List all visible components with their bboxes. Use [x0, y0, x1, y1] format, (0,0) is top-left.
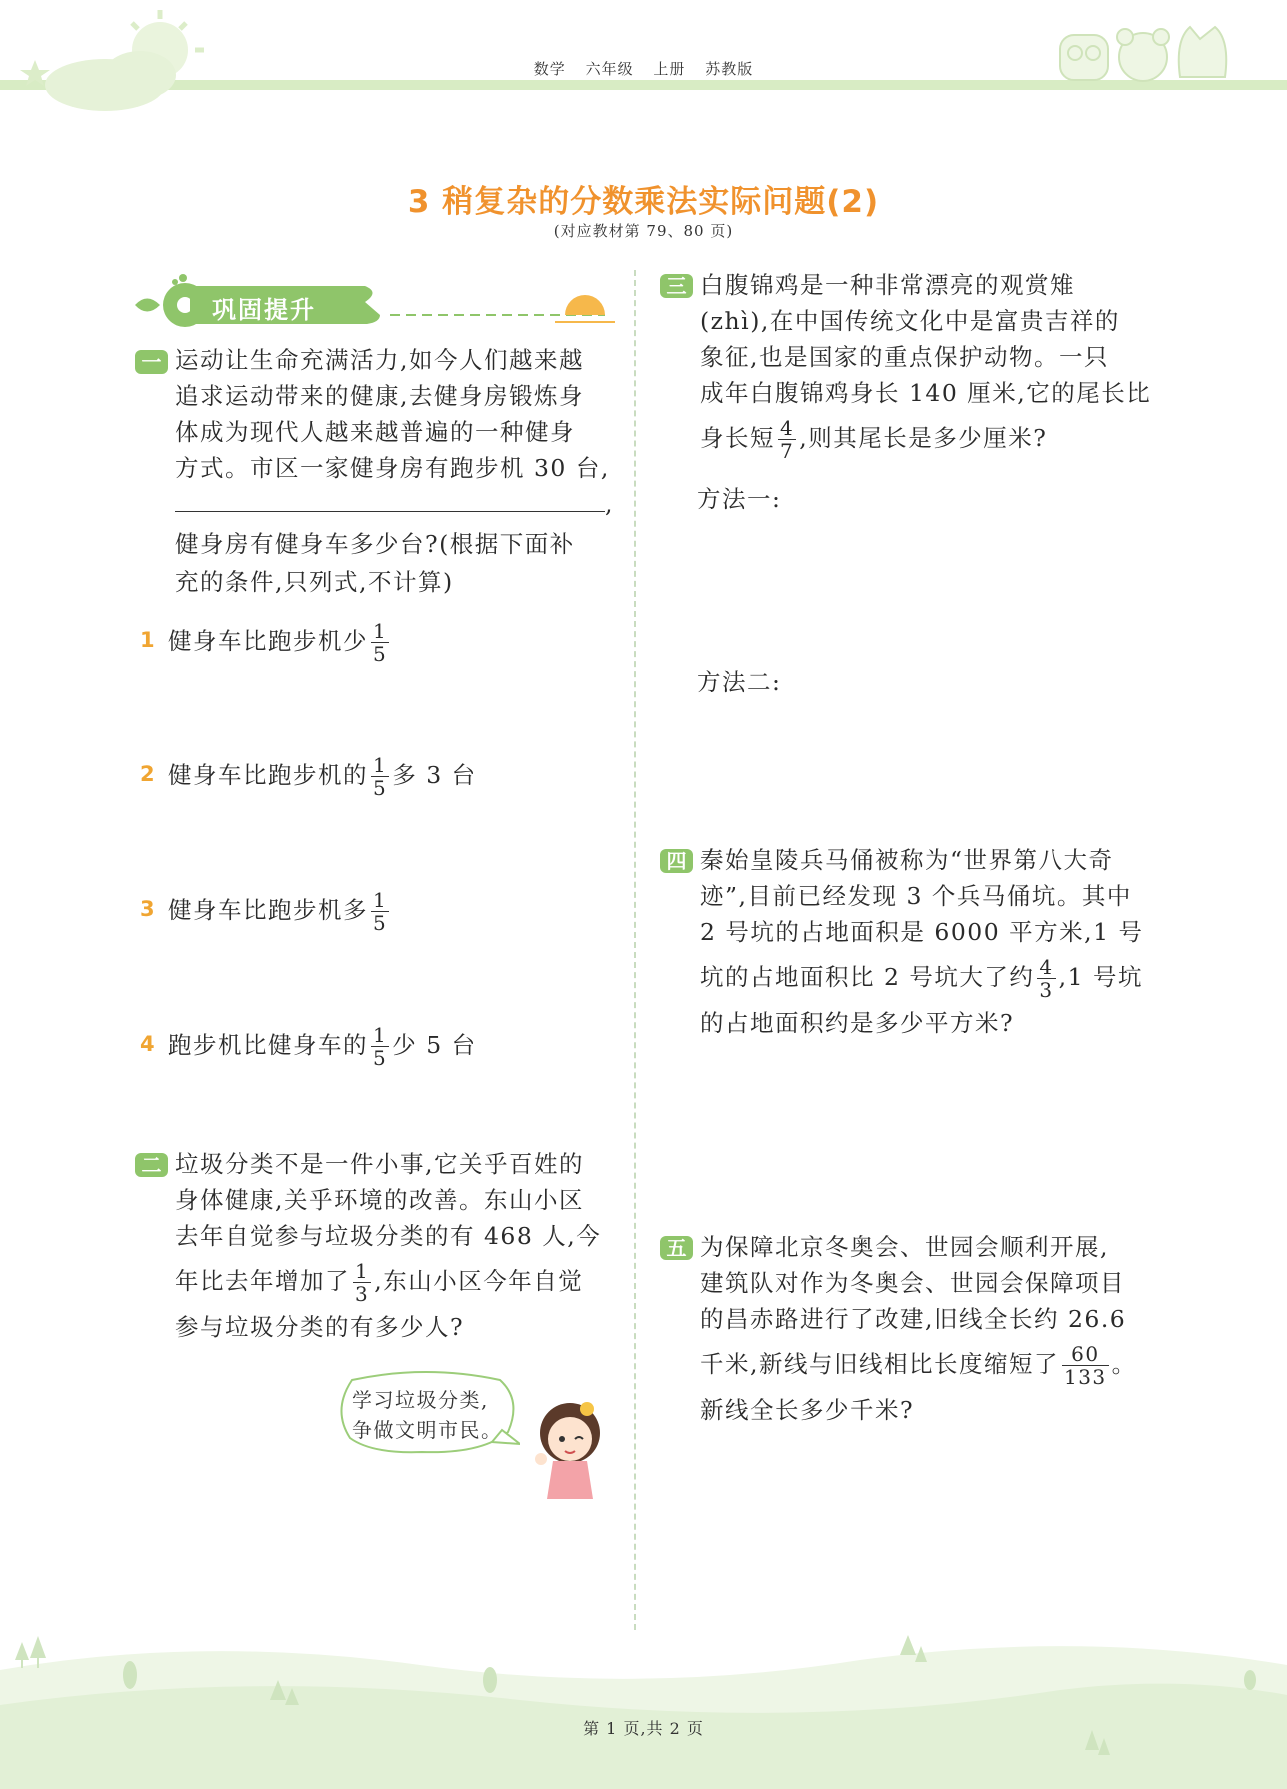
q4-line4-pre: 坑的占地面积比 2 号坑大了约	[700, 963, 1035, 991]
page-footer: 第 1 页,共 2 页	[583, 1719, 704, 1738]
q5-line: 为保障北京冬奥会、世园会顺利开展,	[700, 1233, 1109, 1261]
page-title: 3 稍复杂的分数乘法实际问题(2)	[407, 184, 880, 220]
fraction-denominator: 5	[373, 642, 388, 666]
sub-question-text	[168, 889, 392, 934]
bubble-line: 争做文明市民。	[352, 1418, 503, 1442]
sub-question-pre: 健身车比跑步机的	[168, 761, 368, 789]
section-label: 巩固提升	[212, 296, 316, 324]
sub-question-text	[168, 754, 477, 799]
q1-blank-tail: ,	[605, 490, 614, 518]
sub-question-post: 多 3 台	[392, 761, 477, 789]
fraction-denominator: 5	[373, 776, 388, 800]
section-banner	[135, 270, 615, 340]
fraction	[371, 889, 389, 934]
q1-line: 追求运动带来的健康,去健身房锻炼身	[175, 382, 584, 410]
fraction-numerator: 1	[373, 888, 388, 912]
q2-line4-post: ,东山小区今年自觉	[374, 1267, 584, 1295]
fraction	[353, 1260, 371, 1305]
sub-question-number: 1	[140, 628, 155, 652]
q3-line5-pre: 身长短	[700, 424, 775, 452]
fraction-numerator: 1	[373, 619, 388, 643]
sub-question-number: 3	[140, 897, 155, 921]
fraction-numerator: 4	[780, 416, 795, 440]
q1-line: 充的条件,只列式,不计算)	[175, 568, 454, 596]
q1-line: 健身房有健身车多少台?(根据下面补	[175, 530, 575, 558]
q1-line: 运动让生命充满活力,如今人们越来越	[175, 346, 584, 374]
q4-line: 2 号坑的占地面积是 6000 平方米,1 号	[700, 918, 1144, 946]
q3-line: 成年白腹锦鸡身长 140 厘米,它的尾长比	[700, 379, 1152, 407]
fraction	[1062, 1343, 1109, 1388]
fraction-numerator: 1	[373, 753, 388, 777]
q5-line: 建筑队对作为冬奥会、世园会保障项目	[700, 1269, 1125, 1297]
q5-line4-pre: 千米,新线与旧线相比长度缩短了	[700, 1350, 1059, 1378]
question-5-text	[700, 1229, 1137, 1428]
q4-line: 迹”,目前已经发现 3 个兵马俑坑。其中	[700, 882, 1132, 910]
fraction-denominator: 5	[373, 911, 388, 935]
sub-question-pre: 跑步机比健身车的	[168, 1031, 368, 1059]
fraction-denominator: 5	[373, 1046, 388, 1070]
q4-line4-post: ,1 号坑	[1058, 963, 1144, 991]
header-edition: 苏教版	[705, 60, 754, 78]
sub-question-pre: 健身车比跑步机多	[168, 896, 368, 924]
bubble-line: 学习垃圾分类,	[352, 1388, 489, 1412]
question-badge-2: 二	[135, 1153, 168, 1177]
q3-line5-post: ,则其尾长是多少厘米?	[799, 424, 1048, 452]
question-2-text	[175, 1146, 601, 1345]
q1-line: 体成为现代人越来越普遍的一种健身	[175, 418, 575, 446]
fraction-denominator: 7	[780, 439, 795, 463]
fraction-numerator: 1	[355, 1259, 370, 1283]
hills-decoration	[0, 1630, 1287, 1789]
q2-line: 身体健康,关乎环境的改善。东山小区	[175, 1186, 584, 1214]
q2-line: 垃圾分类不是一件小事,它关乎百姓的	[175, 1150, 584, 1178]
sub-question-text	[168, 620, 392, 665]
fraction	[778, 417, 796, 462]
page-subtitle: (对应教材第 79、80 页)	[553, 222, 734, 240]
method-one-label: 方法一:	[697, 485, 782, 513]
question-1-text	[175, 342, 614, 600]
method-two-label: 方法二:	[697, 668, 782, 696]
fraction	[371, 620, 389, 665]
column-divider	[634, 270, 636, 1630]
q5-line: 的昌赤路进行了改建,旧线全长约 26.6	[700, 1305, 1127, 1333]
q2-line4-pre: 年比去年增加了	[175, 1267, 350, 1295]
q2-line: 参与垃圾分类的有多少人?	[175, 1313, 465, 1341]
q5-line: 新线全长多少千米?	[700, 1396, 915, 1424]
header-subject: 数学	[533, 60, 566, 78]
question-badge-3: 三	[660, 274, 693, 298]
q1-line: 方式。市区一家健身房有跑步机 30 台,	[175, 454, 610, 482]
question-4-text	[700, 842, 1144, 1041]
question-badge-4: 四	[660, 849, 693, 873]
answer-blank[interactable]	[175, 490, 605, 512]
fraction-numerator: 4	[1039, 955, 1054, 979]
sub-question-text	[168, 1024, 477, 1069]
q3-line: 白腹锦鸡是一种非常漂亮的观赏雉	[700, 271, 1075, 299]
question-badge-1: 一	[135, 350, 168, 374]
fraction	[371, 754, 389, 799]
fraction-numerator: 1	[373, 1023, 388, 1047]
fraction-denominator: 3	[1039, 978, 1054, 1002]
sub-question-number: 2	[140, 762, 155, 786]
bubble-text	[352, 1385, 503, 1445]
girl-illustration	[525, 1395, 615, 1505]
q4-line: 秦始皇陵兵马俑被称为“世界第八大奇	[700, 846, 1114, 874]
q3-line: (zhì),在中国传统文化中是富贵吉祥的	[700, 307, 1120, 335]
header-volume: 上册	[653, 60, 686, 78]
fraction	[371, 1024, 389, 1069]
q4-line: 的占地面积约是多少平方米?	[700, 1009, 1015, 1037]
sub-question-post: 少 5 台	[392, 1031, 477, 1059]
sub-question-pre: 健身车比跑步机少	[168, 627, 368, 655]
fraction-denominator: 3	[355, 1282, 370, 1306]
fraction	[1037, 956, 1055, 1001]
q2-line: 去年自觉参与垃圾分类的有 468 人,今	[175, 1222, 602, 1250]
q3-line: 象征,也是国家的重点保护动物。一只	[700, 343, 1109, 371]
q5-line4-post: 。	[1111, 1350, 1137, 1378]
header-text	[0, 58, 1287, 79]
question-3-text	[700, 267, 1151, 462]
fraction-denominator: 133	[1063, 1365, 1107, 1389]
header-grade: 六年级	[585, 60, 634, 78]
sub-question-number: 4	[140, 1032, 155, 1056]
fraction-numerator: 60	[1071, 1342, 1100, 1366]
question-badge-5: 五	[660, 1236, 693, 1260]
